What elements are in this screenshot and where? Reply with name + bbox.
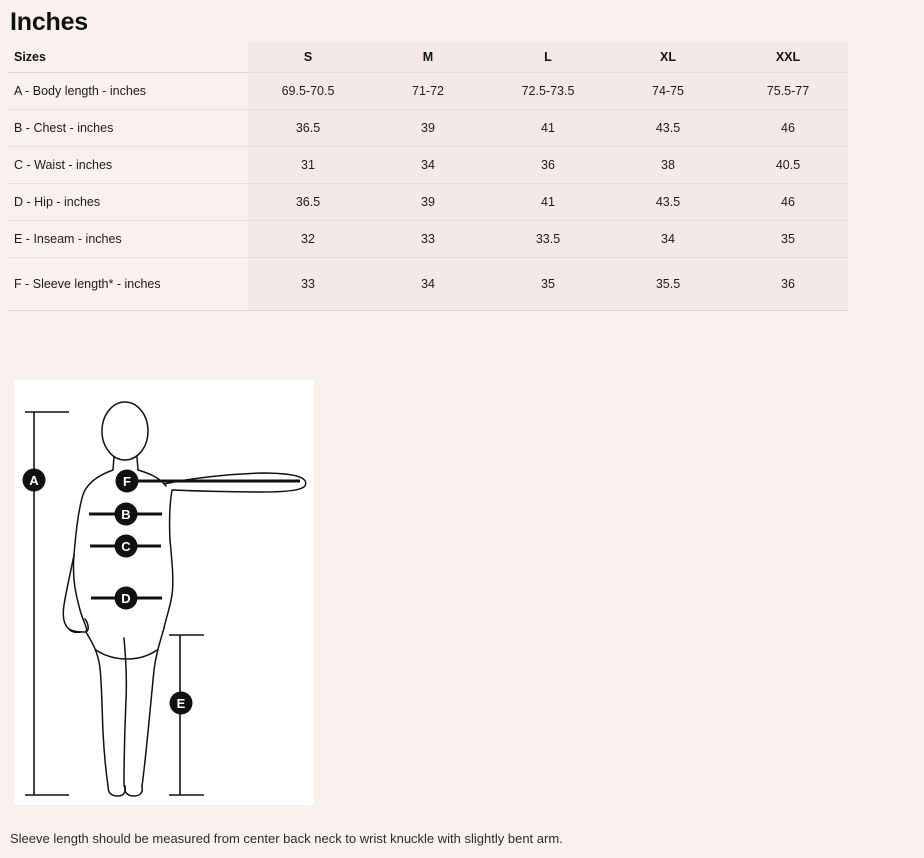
row-label-sleeve-length: F - Sleeve length* - inches bbox=[8, 258, 248, 311]
cell-hip-xl: 43.5 bbox=[608, 184, 728, 221]
marker-d-label: D bbox=[121, 591, 131, 606]
cell-body-length-xl: 74-75 bbox=[608, 73, 728, 110]
table-header bbox=[8, 41, 848, 73]
row-label-body-length: A - Body length - inches bbox=[8, 73, 248, 110]
cell-body-length-m: 71-72 bbox=[368, 73, 488, 110]
cell-sleeve-length-l: 35 bbox=[488, 258, 608, 311]
marker-d bbox=[115, 587, 138, 610]
cell-waist-xl: 38 bbox=[608, 147, 728, 184]
body-diagram-svg bbox=[14, 380, 314, 805]
cell-hip-l: 41 bbox=[488, 184, 608, 221]
cell-inseam-s: 32 bbox=[248, 221, 368, 258]
row-label-waist: C - Waist - inches bbox=[8, 147, 248, 184]
cell-chest-xl: 43.5 bbox=[608, 110, 728, 147]
cell-waist-s: 31 bbox=[248, 147, 368, 184]
marker-a bbox=[23, 469, 46, 492]
table-body bbox=[8, 73, 848, 311]
cell-sleeve-length-xl: 35.5 bbox=[608, 258, 728, 311]
cell-chest-l: 41 bbox=[488, 110, 608, 147]
cell-chest-s: 36.5 bbox=[248, 110, 368, 147]
cell-body-length-l: 72.5-73.5 bbox=[488, 73, 608, 110]
marker-b-label: B bbox=[121, 507, 131, 522]
row-label-inseam: E - Inseam - inches bbox=[8, 221, 248, 258]
table-header-row bbox=[8, 41, 848, 73]
row-label-chest: B - Chest - inches bbox=[8, 110, 248, 147]
marker-c-label: C bbox=[121, 539, 131, 554]
cell-chest-xxl: 46 bbox=[728, 110, 848, 147]
marker-f bbox=[116, 470, 139, 493]
column-header-s: S bbox=[248, 41, 368, 73]
column-header-xl: XL bbox=[608, 41, 728, 73]
cell-sleeve-length-xxl: 36 bbox=[728, 258, 848, 311]
table-row bbox=[8, 258, 848, 311]
cell-inseam-xxl: 35 bbox=[728, 221, 848, 258]
marker-b bbox=[115, 503, 138, 526]
marker-a-label: A bbox=[29, 473, 39, 488]
cell-body-length-s: 69.5-70.5 bbox=[248, 73, 368, 110]
table-row bbox=[8, 221, 848, 258]
column-header-xxl: XXL bbox=[728, 41, 848, 73]
cell-waist-xxl: 40.5 bbox=[728, 147, 848, 184]
page-title: Inches bbox=[10, 8, 88, 36]
cell-hip-m: 39 bbox=[368, 184, 488, 221]
table-row bbox=[8, 184, 848, 221]
marker-f-label: F bbox=[123, 474, 131, 489]
cell-inseam-xl: 34 bbox=[608, 221, 728, 258]
table-row bbox=[8, 73, 848, 110]
cell-waist-m: 34 bbox=[368, 147, 488, 184]
column-header-l: L bbox=[488, 41, 608, 73]
cell-inseam-l: 33.5 bbox=[488, 221, 608, 258]
table-row bbox=[8, 147, 848, 184]
figure-background bbox=[14, 380, 314, 805]
column-header-m: M bbox=[368, 41, 488, 73]
measurement-figure bbox=[14, 380, 314, 805]
table-row bbox=[8, 110, 848, 147]
column-header-sizes: Sizes bbox=[8, 41, 248, 73]
cell-body-length-xxl: 75.5-77 bbox=[728, 73, 848, 110]
marker-e-label: E bbox=[176, 696, 186, 711]
cell-chest-m: 39 bbox=[368, 110, 488, 147]
marker-e bbox=[170, 692, 193, 715]
cell-sleeve-length-m: 34 bbox=[368, 258, 488, 311]
cell-inseam-m: 33 bbox=[368, 221, 488, 258]
cell-sleeve-length-s: 33 bbox=[248, 258, 368, 311]
sleeve-length-footnote: Sleeve length should be measured from center back neck to wrist knuckle with slightly bent arm. bbox=[10, 831, 563, 846]
cell-hip-xxl: 46 bbox=[728, 184, 848, 221]
size-chart-table bbox=[8, 41, 848, 311]
marker-c bbox=[115, 535, 138, 558]
cell-waist-l: 36 bbox=[488, 147, 608, 184]
cell-hip-s: 36.5 bbox=[248, 184, 368, 221]
row-label-hip: D - Hip - inches bbox=[8, 184, 248, 221]
